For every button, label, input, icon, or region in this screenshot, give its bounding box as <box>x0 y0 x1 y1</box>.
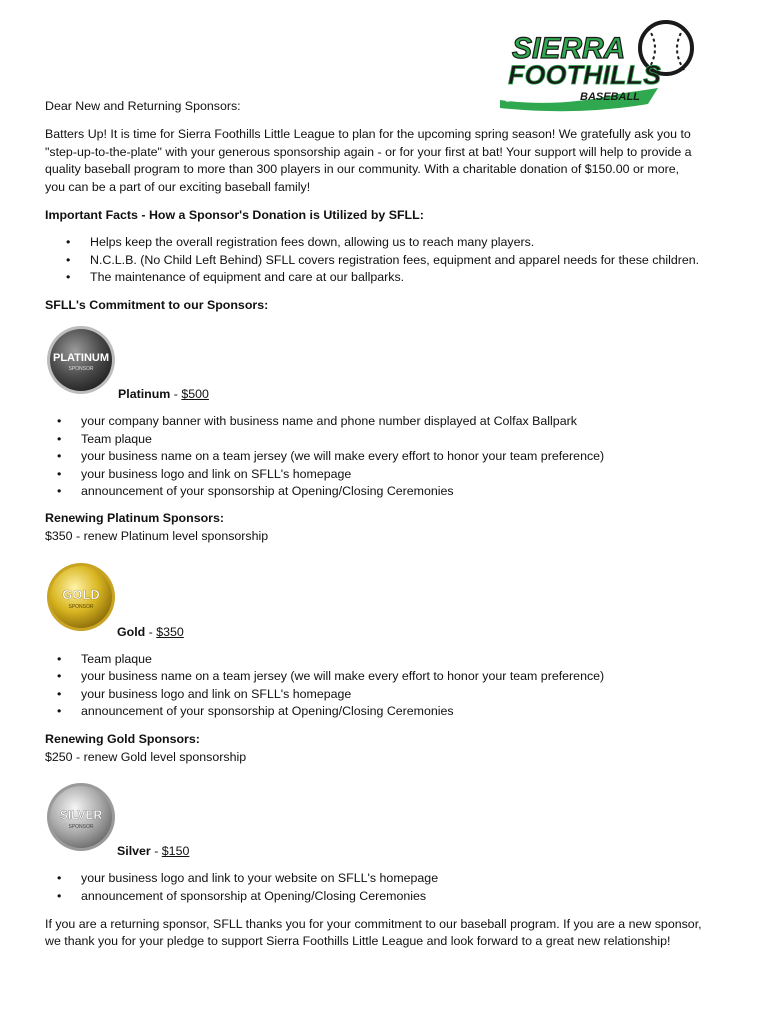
list-item-text: your business logo and link on SFLL's homepage <box>81 687 352 701</box>
list-item <box>57 889 427 903</box>
tier-sep: - <box>150 844 162 858</box>
list-item-text: Team plaque <box>81 432 152 446</box>
silver-badge <box>46 782 116 852</box>
platinum-tier-title <box>118 387 209 401</box>
bullet: • <box>66 270 71 284</box>
platinum-badge <box>46 325 116 395</box>
list-item <box>57 449 605 463</box>
greeting: Dear New and Returning Sponsors: <box>45 99 241 113</box>
logo-text-baseball: BASEBALL <box>580 91 640 103</box>
tier-price: $350 <box>156 625 184 639</box>
list-item-text: your business name on a team jersey (we will make every effort to honor your team preference) <box>81 449 605 463</box>
list-item-text: announcement of sponsorship at Opening/Closing Ceremonies <box>81 889 427 903</box>
tier-name: Platinum <box>118 387 171 401</box>
bullet: • <box>66 235 71 249</box>
bullet: • <box>57 414 62 428</box>
list-item-text: your business logo and link to your website on SFLL's homepage <box>81 871 439 885</box>
list-item <box>57 669 605 683</box>
list-item-text: Helps keep the overall registration fees down, allowing us to reach many players. <box>90 235 535 249</box>
list-item <box>57 484 454 498</box>
logo-text-little-league: LITTLE LEAGUE <box>505 87 561 104</box>
bullet: • <box>57 687 62 701</box>
list-item <box>57 432 152 446</box>
bullet: • <box>57 484 62 498</box>
silver-badge-graphic <box>46 782 116 852</box>
list-item <box>66 253 700 267</box>
commitment-heading: SFLL's Commitment to our Sponsors: <box>45 298 269 312</box>
tier-price: $500 <box>181 387 209 401</box>
badge-title: PLATINUM <box>52 352 110 364</box>
tier-name: Silver <box>117 844 151 858</box>
tier-price: $150 <box>161 844 190 858</box>
bullet: • <box>57 432 62 446</box>
list-item-text: The maintenance of equipment and care at our ballparks. <box>90 270 405 284</box>
list-item-text: your business name on a team jersey (we will make every effort to honor your team preference) <box>81 669 605 683</box>
intro-line: Batters Up! It is time for Sierra Foothills Little League to plan for the upcoming spring season! We gratefully ask you to <box>45 127 691 141</box>
list-item-text: your business logo and link on SFLL's homepage <box>81 467 352 481</box>
sierra-foothills-logo <box>498 12 698 116</box>
gold-badge-graphic <box>46 562 116 632</box>
closing-line: we thank you for your pledge to support Sierra Foothills Little League and look forward to a great new relationship! <box>45 934 671 948</box>
bullet: • <box>57 467 62 481</box>
list-item <box>66 270 405 284</box>
list-item <box>57 652 152 666</box>
platinum-renew-heading: Renewing Platinum Sponsors: <box>45 511 224 525</box>
list-item <box>66 235 535 249</box>
gold-renew-text: $250 - renew Gold level sponsorship <box>45 750 247 764</box>
bullet: • <box>57 704 62 718</box>
list-item-text: N.C.L.B. (No Child Left Behind) SFLL covers registration fees, equipment and apparel needs for these children. <box>90 253 700 267</box>
list-item-text: announcement of your sponsorship at Opening/Closing Ceremonies <box>81 704 454 718</box>
silver-tier-title <box>117 844 189 858</box>
tier-name: Gold <box>117 625 146 639</box>
intro-line: quality baseball program to more than 300 players in our community. With a charitable donation of $150.00 or more, <box>45 162 680 176</box>
logo-text-foothills: FOOTHILLS <box>508 60 661 90</box>
tier-sep: - <box>145 625 157 639</box>
intro-line: "step-up-to-the-plate" with your generous sponsorship again - or for your first at bat! Your support will help to provide a <box>45 145 692 159</box>
list-item <box>57 467 352 481</box>
list-item <box>57 687 352 701</box>
badge-title: SILVER <box>59 808 103 822</box>
list-item-text: Team plaque <box>81 652 152 666</box>
gold-badge <box>46 562 116 632</box>
logo-graphic <box>498 12 698 116</box>
facts-heading: Important Facts - How a Sponsor's Donation is Utilized by SFLL: <box>45 208 424 222</box>
badge-sub: SPONSOR <box>68 366 94 372</box>
list-item <box>57 871 439 885</box>
bullet: • <box>57 871 62 885</box>
badge-title: GOLD <box>62 587 100 602</box>
list-item-text: announcement of your sponsorship at Opening/Closing Ceremonies <box>81 484 454 498</box>
list-item <box>57 414 577 428</box>
bullet: • <box>66 253 71 267</box>
logo-text-sierra: SIERRA <box>512 32 626 65</box>
badge-sub: SPONSOR <box>68 604 94 610</box>
platinum-badge-graphic <box>46 325 116 395</box>
list-item <box>57 704 454 718</box>
bullet: • <box>57 889 62 903</box>
bullet: • <box>57 449 62 463</box>
badge-sub: SPONSOR <box>68 824 94 830</box>
list-item-text: your company banner with business name and phone number displayed at Colfax Ballpark <box>81 414 577 428</box>
tier-sep: - <box>170 387 182 401</box>
bullet: • <box>57 669 62 683</box>
platinum-renew-text: $350 - renew Platinum level sponsorship <box>45 529 269 543</box>
gold-renew-heading: Renewing Gold Sponsors: <box>45 732 200 746</box>
intro-line: you can be a part of our exciting baseball family! <box>45 180 311 194</box>
closing-line: If you are a returning sponsor, SFLL thanks you for your commitment to our baseball program. If you are a new sponsor, <box>45 917 702 931</box>
gold-tier-title <box>117 625 184 639</box>
bullet: • <box>57 652 62 666</box>
